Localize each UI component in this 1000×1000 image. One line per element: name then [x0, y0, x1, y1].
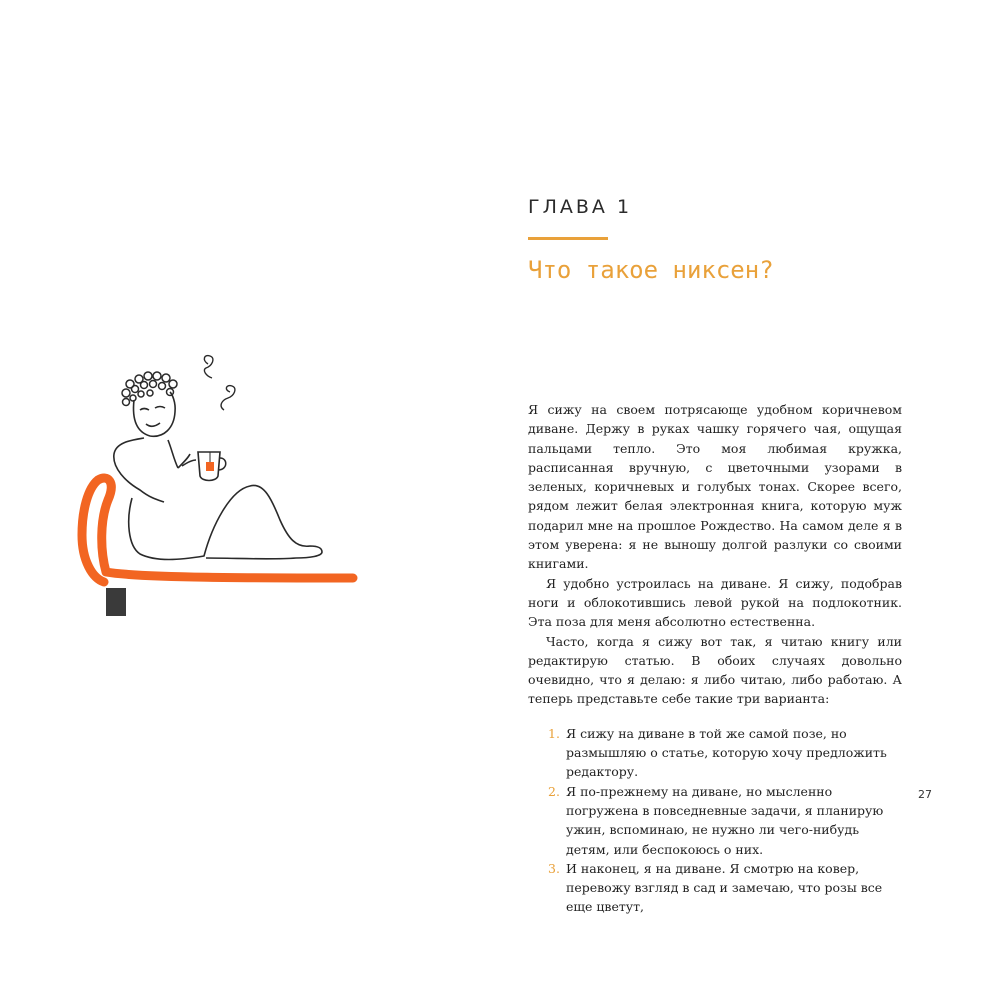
chapter-divider — [528, 237, 608, 240]
list-item — [528, 859, 902, 917]
smile — [146, 423, 160, 426]
list-item-text: И наконец, я на диване. Я смотрю на ковер, перевожу взгляд в сад и замечаю, что розы все еще цветут, — [566, 860, 883, 915]
paragraph: Я сижу на своем потрясающе удобном коричневом диване. Держу в руках чашку горячего чая, ощущая пальцами тепло. Это моя любимая кружка, расписанная вручную, с цветочными узорами в зеленых, коричневых и голубых тонах. Скорее всего, рядом лежит белая электронная книга, которую муж подарил мне на прошлое Рождество. На самом деле я в этом уверена: я не выношу долгой разлуки со своими книгами. — [528, 402, 902, 572]
page-number: 27 — [918, 788, 932, 801]
eye-right — [155, 407, 165, 409]
list-number: 2. — [548, 783, 560, 799]
face-outline — [134, 392, 176, 436]
list-number: 3. — [548, 860, 560, 876]
chapter-title: Что такое никсен? — [528, 256, 774, 284]
eye-left — [140, 409, 149, 411]
curly-hair — [122, 372, 177, 406]
paragraph: Я удобно устроилась на диване. Я сижу, подобрав ноги и облокотившись левой рукой на подлокотник. Эта поза для меня абсолютно естественна. — [528, 575, 902, 630]
list-item-text: Я по-прежнему на диване, но мысленно погружена в повседневные задачи, я планирую ужин, вспоминаю, не нужно ли чего-нибудь детям, или беспокоюсь о них. — [566, 783, 884, 857]
steam-curl-icon — [221, 386, 235, 410]
hand — [168, 440, 196, 468]
numbered-list — [528, 724, 902, 917]
list-number: 1. — [548, 725, 560, 741]
woman-on-sofa-illustration — [60, 350, 370, 625]
sofa-leg — [106, 588, 126, 616]
body-outline — [114, 438, 164, 502]
chapter-label: ГЛАВА 1 — [528, 196, 633, 218]
list-item — [528, 782, 902, 859]
tea-bag-tag — [206, 462, 214, 471]
paragraph: Часто, когда я сижу вот так, я читаю книгу или редактирую статью. В обоих случаях довольно очевидно, что я делаю: я либо читаю, либо работаю. А теперь представьте себе такие три варианта: — [528, 633, 902, 707]
sofa-outline — [82, 478, 353, 582]
steam-curl-icon — [204, 356, 213, 378]
list-item-text: Я сижу на диване в той же самой позе, но размышляю о статье, которую хочу предложить редактору. — [566, 725, 887, 780]
body-text — [528, 400, 902, 917]
list-item — [528, 724, 902, 782]
legs-outline — [129, 485, 322, 559]
